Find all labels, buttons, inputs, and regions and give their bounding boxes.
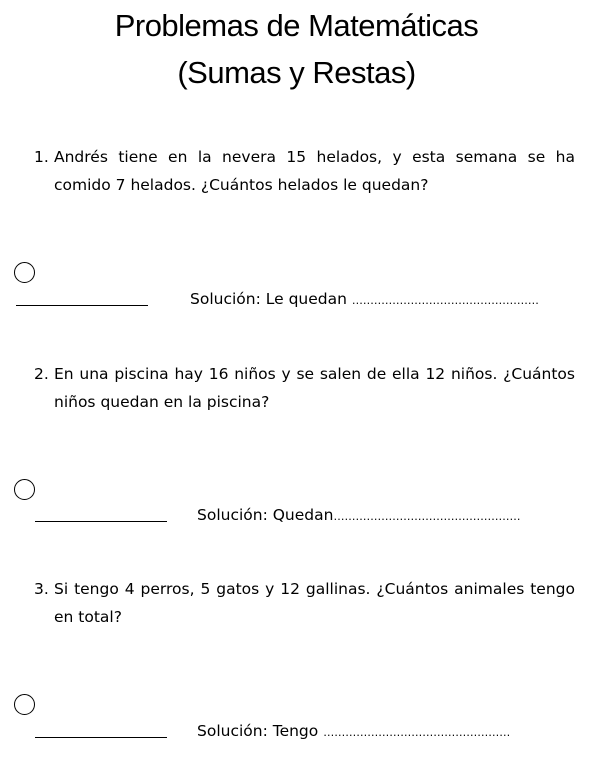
problem-2-operation-line[interactable] (35, 521, 167, 522)
problem-3-operation-line[interactable] (35, 737, 167, 738)
problem-1-solution-label: Solución: Le quedan (190, 290, 352, 308)
problem-1-operation-line[interactable] (16, 305, 148, 306)
problem-2-solution-label: Solución: Quedan (197, 506, 334, 524)
problem-3-solution-label: Solución: Tengo (197, 722, 324, 740)
problem-1-number: 1. (34, 148, 49, 166)
worksheet-title-line-1: Problemas de Matemáticas (114, 8, 479, 43)
problem-1-answer-circle[interactable] (14, 262, 35, 283)
problem-2-solution (197, 505, 520, 527)
worksheet-title-line-2: (Sumas y Restas) (177, 55, 416, 90)
problem-2-solution-blank[interactable]: …………………………………………… (333, 510, 521, 523)
problem-2 (34, 360, 575, 416)
problem-2-answer-circle[interactable] (14, 479, 35, 500)
problem-2-text: En una piscina hay 16 niños y se salen de ella 12 niños. ¿Cuántos niños quedan en la piscina? (54, 365, 575, 411)
problem-3-solution (197, 721, 510, 743)
problem-1-solution-blank[interactable]: …………………………………………… (351, 294, 539, 307)
problem-1 (34, 143, 575, 199)
problem-2-number: 2. (34, 365, 49, 383)
problem-3-answer-circle[interactable] (14, 694, 35, 715)
problem-1-text: Andrés tiene en la nevera 15 helados, y esta semana se ha comido 7 helados. ¿Cuántos helados le quedan? (54, 148, 575, 194)
problem-3-number: 3. (34, 580, 49, 598)
problem-3-solution-blank[interactable]: …………………………………………… (323, 726, 511, 739)
problem-1-solution (190, 289, 539, 311)
problem-3-text: Si tengo 4 perros, 5 gatos y 12 gallinas. ¿Cuántos animales tengo en total? (54, 580, 575, 626)
problem-3 (34, 575, 575, 631)
